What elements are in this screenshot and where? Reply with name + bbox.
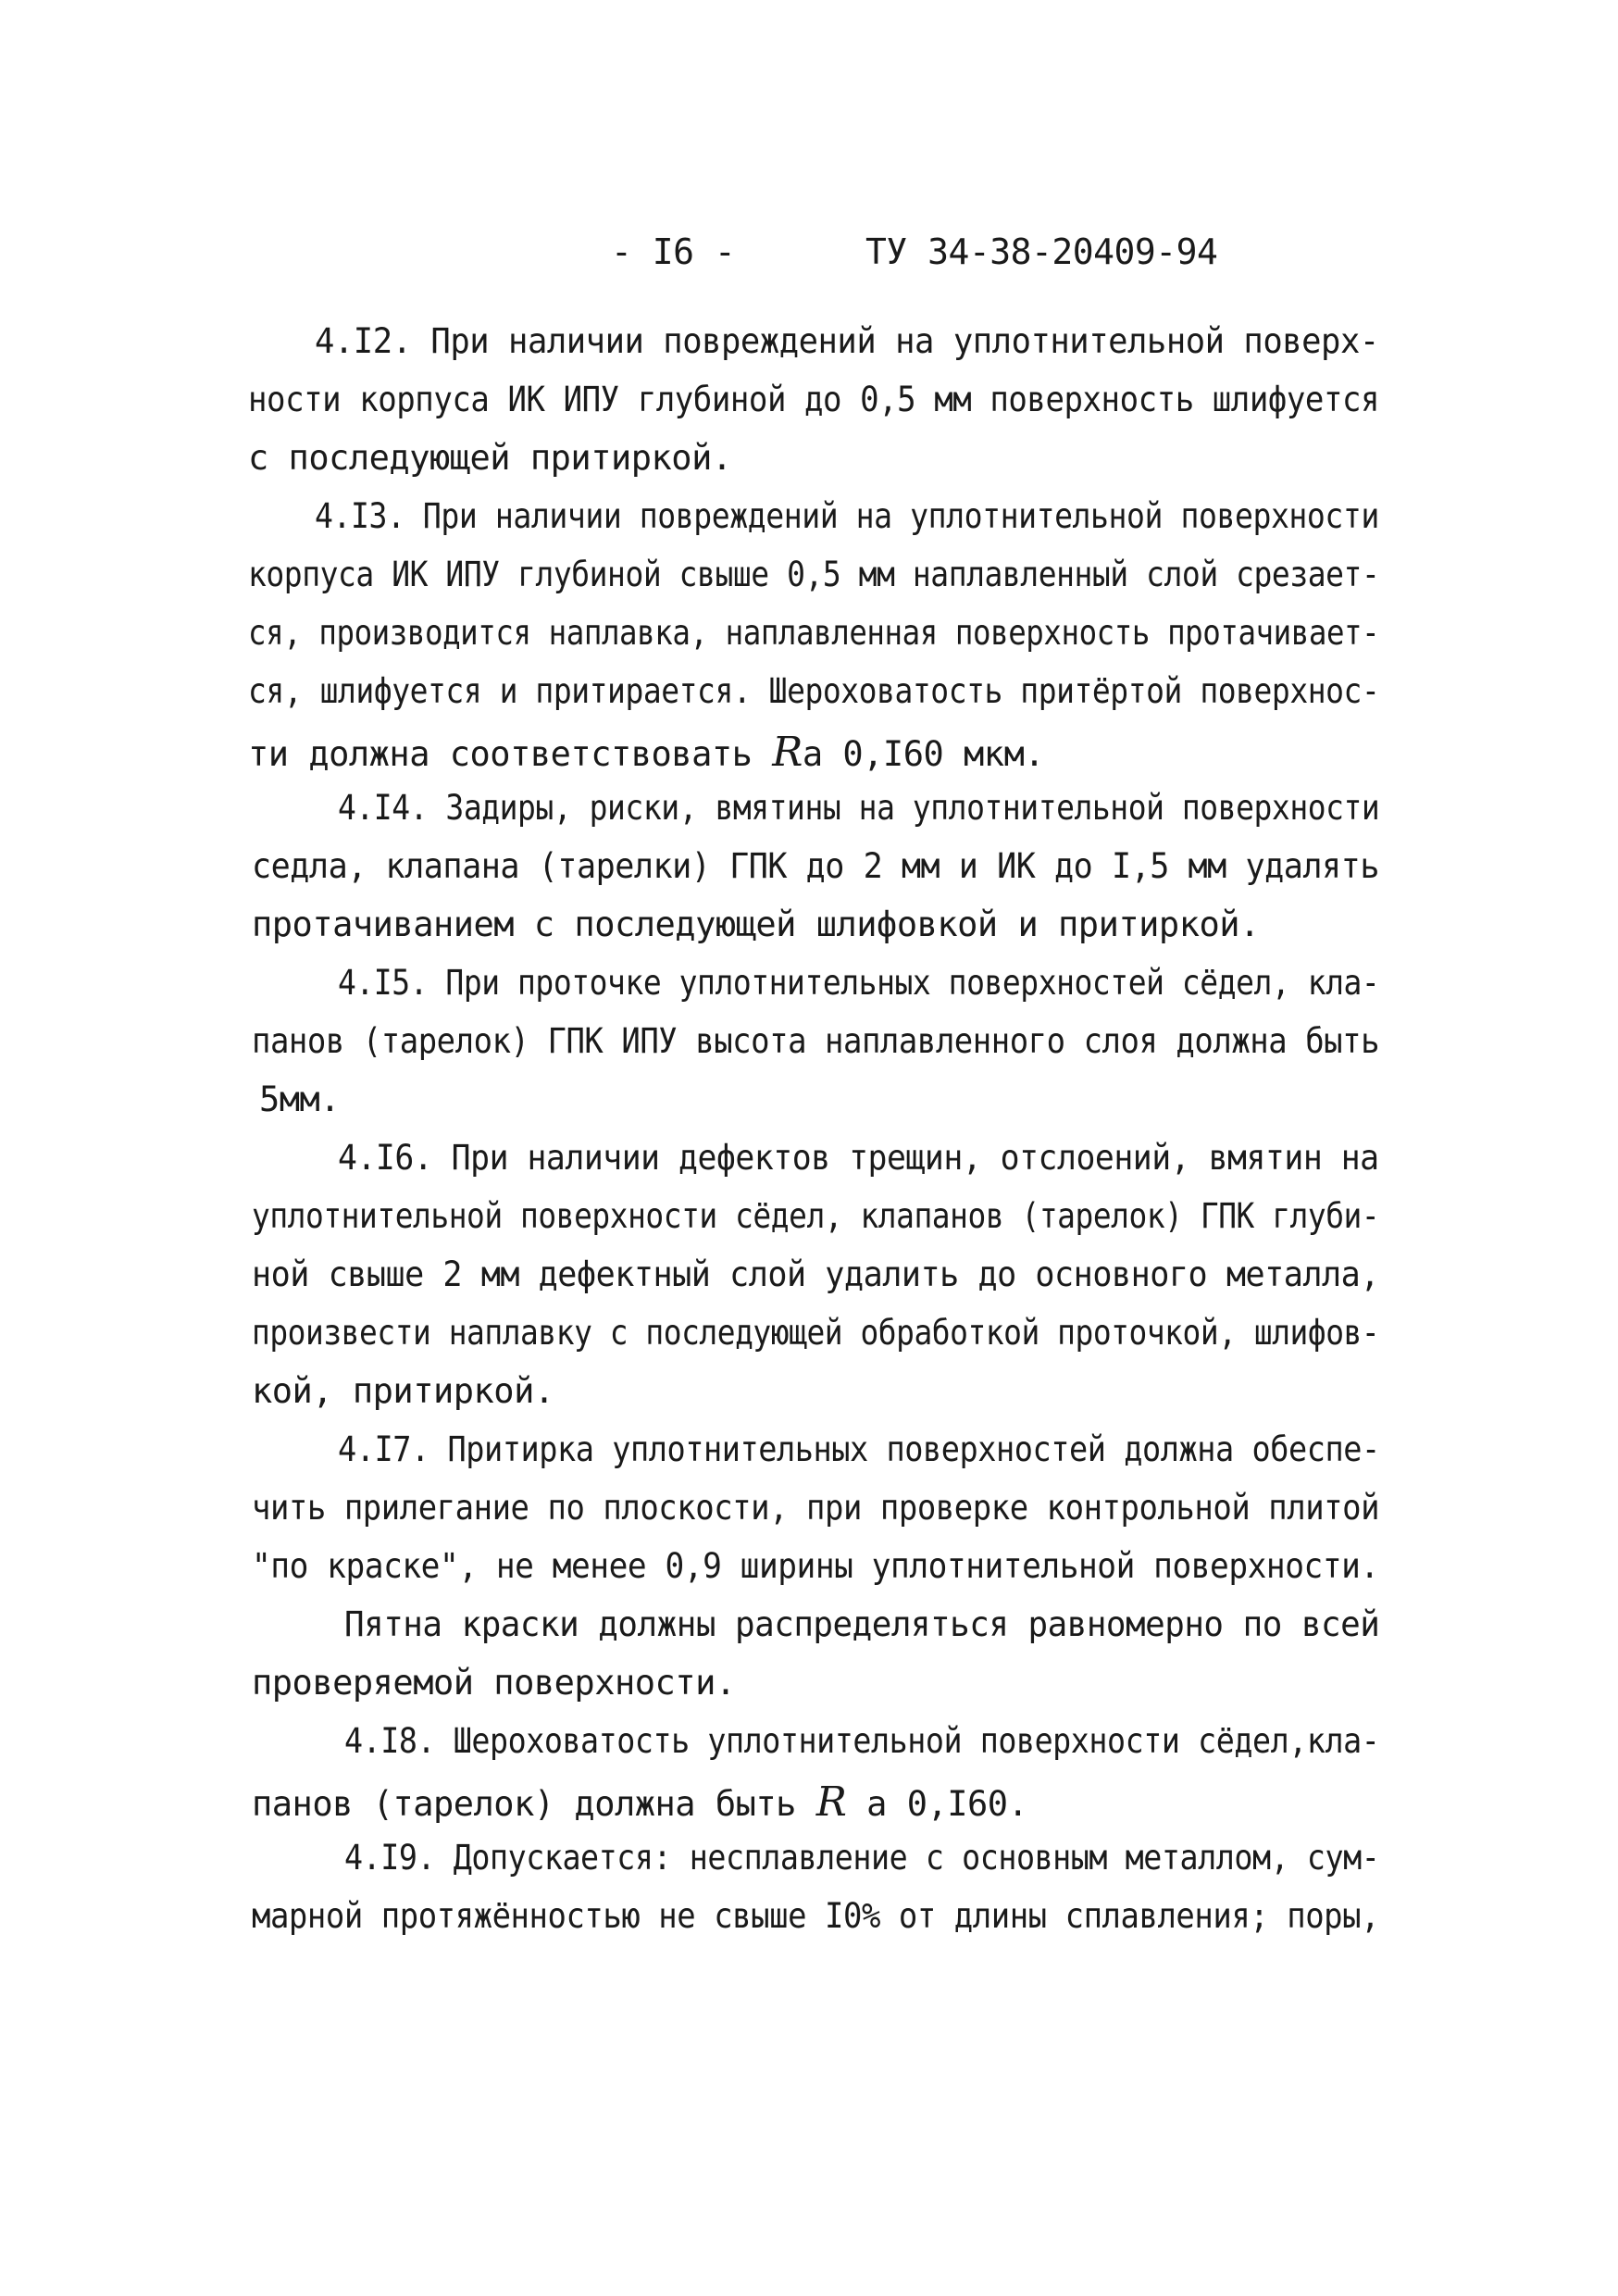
text-line: 4.I6. При наличии дефектов трещин, отслоений, вмятин на xyxy=(338,1138,1379,1178)
roughness-symbol: R xyxy=(815,1778,847,1826)
text-line xyxy=(248,729,1045,776)
text-line: 4.I2. При наличии повреждений на уплотнительной поверх- xyxy=(315,321,1379,361)
text-line: ной свыше 2 мм дефектный слой удалить до основного металла, xyxy=(252,1254,1379,1294)
text-line: седла, клапана (тарелки) ГПК до 2 мм и ИК до I,5 мм удалять xyxy=(252,846,1379,886)
text-line: ности корпуса ИК ИПУ глубиной до 0,5 мм поверхность шлифуется xyxy=(248,380,1380,419)
text-line: произвести наплавку с последующей обработкой проточкой, шлифов- xyxy=(252,1313,1380,1353)
text-line: "по краске", не менее 0,9 ширины уплотнительной поверхности. xyxy=(252,1546,1379,1586)
text-line: ся, производится наплавка, наплавленная поверхность протачивает- xyxy=(248,613,1380,653)
text-line: уплотнительной поверхности сёдел, клапанов (тарелок) ГПК глуби- xyxy=(252,1196,1380,1236)
text-line: Пятна краски должны распределяться равномерно по всей xyxy=(344,1604,1380,1644)
page-number: - I6 - xyxy=(611,231,736,272)
text-line: 4.I3. При наличии повреждений на уплотнительной поверхности xyxy=(315,496,1379,536)
text-line: 5мм. xyxy=(259,1079,341,1119)
text-fragment: а 0,I60 мкм. xyxy=(802,734,1045,774)
text-line: 4.I5. При проточке уплотнительных поверхностей сёдел, кла- xyxy=(338,963,1380,1003)
text-line: 4.I9. Допускается: несплавление с основным металлом, сум- xyxy=(344,1838,1380,1878)
text-fragment: панов (тарелок) должна быть xyxy=(252,1784,816,1824)
text-line: проверяемой поверхности. xyxy=(252,1663,736,1703)
text-line: с последующей притиркой. xyxy=(248,438,732,478)
text-line: 4.I7. Притирка уплотнительных поверхностей должна обеспе- xyxy=(338,1429,1380,1469)
text-line: протачиванием с последующей шлифовкой и притиркой. xyxy=(252,905,1260,944)
page-header xyxy=(0,231,1618,278)
text-fragment: ти должна соответствовать xyxy=(248,734,773,774)
text-line: 4.I4. Задиры, риски, вмятины на уплотнительной поверхности xyxy=(338,788,1380,828)
roughness-symbol: R xyxy=(772,729,803,776)
document-code: ТУ 34-38-20409-94 xyxy=(865,231,1218,272)
text-line: марной протяжённостью не свыше I0% от длины сплавления; поры, xyxy=(252,1896,1380,1936)
text-line xyxy=(252,1778,1028,1826)
text-fragment: а 0,I60. xyxy=(846,1784,1028,1824)
text-line: ся, шлифуется и притирается. Шероховатость притёртой поверхнос- xyxy=(248,671,1380,711)
text-line: панов (тарелок) ГПК ИПУ высота наплавленного слоя должна быть xyxy=(252,1021,1380,1061)
text-line: корпуса ИК ИПУ глубиной свыше 0,5 мм наплавленный слой срезает- xyxy=(248,555,1380,594)
text-line: кой, притиркой. xyxy=(252,1371,554,1411)
text-line: 4.I8. Шероховатость уплотнительной поверхности сёдел,кла- xyxy=(344,1721,1380,1761)
text-line: чить прилегание по плоскости, при проверке контрольной плитой xyxy=(252,1488,1380,1528)
